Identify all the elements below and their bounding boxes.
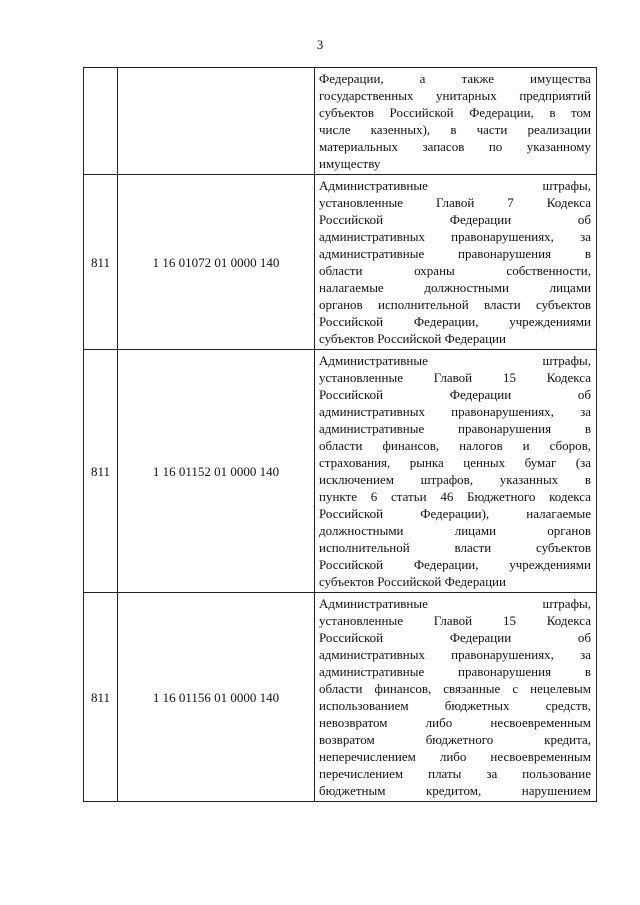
description-line: Российской Федерации об bbox=[319, 630, 591, 645]
description-line: области финансов, налогов и сборов, bbox=[319, 438, 591, 453]
description-line: субъектов Российской Федерации bbox=[319, 331, 506, 346]
table-row bbox=[84, 175, 597, 350]
description-line: пункте 6 статьи 46 Бюджетного кодекса bbox=[319, 489, 591, 504]
description-line: административных правонарушениях, за bbox=[319, 647, 591, 662]
budget-code-cell bbox=[118, 68, 315, 175]
description-cell bbox=[315, 350, 597, 593]
description-line: неперечислением либо несвоевременным bbox=[319, 749, 591, 764]
description-line: установленные Главой 15 Кодекса bbox=[319, 370, 591, 385]
description-cell bbox=[315, 175, 597, 350]
description-line: установленные Главой 15 Кодекса bbox=[319, 613, 591, 628]
admin-code-cell: 811 bbox=[84, 350, 118, 593]
budget-code-cell: 1 16 01152 01 0000 140 bbox=[118, 350, 315, 593]
admin-code-cell: 811 bbox=[84, 593, 118, 802]
description-cell bbox=[315, 68, 597, 175]
description-line: Российской Федерации об bbox=[319, 387, 591, 402]
description-line: административных правонарушениях, за bbox=[319, 404, 591, 419]
description-line: Российской Федерации), налагаемые bbox=[319, 506, 591, 521]
description-line: Федерации, а также имущества bbox=[319, 71, 591, 86]
page-number: 3 bbox=[316, 37, 324, 52]
description-line: субъектов Российской Федерации bbox=[319, 574, 506, 589]
description-line: Российской Федерации, учреждениями bbox=[319, 314, 591, 329]
description-line: Российской Федерации об bbox=[319, 212, 591, 227]
description-line: бюджетным кредитом, нарушением bbox=[319, 783, 591, 798]
table-row bbox=[84, 350, 597, 593]
description-line: Российской Федерации, учреждениями bbox=[319, 557, 591, 572]
description-line: административных правонарушениях, за bbox=[319, 229, 591, 244]
description-line: должностными лицами органов bbox=[319, 523, 591, 538]
description-line: Административные штрафы, bbox=[319, 178, 591, 193]
description-line: невозвратом либо несвоевременным bbox=[319, 715, 591, 730]
description-line: налагаемые должностными лицами bbox=[319, 280, 591, 295]
admin-code-cell: 811 bbox=[84, 175, 118, 350]
budget-classification-table bbox=[83, 67, 597, 802]
description-line: административные правонарушения в bbox=[319, 421, 591, 436]
description-line: Административные штрафы, bbox=[319, 353, 591, 368]
description-line: исполнительной власти субъектов bbox=[319, 540, 591, 555]
admin-code-cell bbox=[84, 68, 118, 175]
description-line: области охраны собственности, bbox=[319, 263, 591, 278]
description-line: исключением штрафов, указанных в bbox=[319, 472, 591, 487]
description-line: органов исполнительной власти субъектов bbox=[319, 297, 591, 312]
description-line: административные правонарушения в bbox=[319, 246, 591, 261]
description-line: использованием бюджетных средств, bbox=[319, 698, 591, 713]
description-line: числе казенных), в части реализации bbox=[319, 122, 591, 137]
description-line: страхования, рынка ценных бумаг (за bbox=[319, 455, 591, 470]
budget-code-cell: 1 16 01156 01 0000 140 bbox=[118, 593, 315, 802]
description-line: административные правонарушения в bbox=[319, 664, 591, 679]
description-line: перечислением платы за пользование bbox=[319, 766, 591, 781]
description-line: имуществу bbox=[319, 156, 381, 171]
description-line: области финансов, связанные с нецелевым bbox=[319, 681, 591, 696]
description-line: Административные штрафы, bbox=[319, 596, 591, 611]
description-line: материальных запасов по указанному bbox=[319, 139, 591, 154]
budget-code-cell: 1 16 01072 01 0000 140 bbox=[118, 175, 315, 350]
description-line: установленные Главой 7 Кодекса bbox=[319, 195, 591, 210]
table-row bbox=[84, 593, 597, 802]
description-line: субъектов Российской Федерации, в том bbox=[319, 105, 591, 120]
description-line: государственных унитарных предприятий bbox=[319, 88, 591, 103]
description-line: возвратом бюджетного кредита, bbox=[319, 732, 591, 747]
description-cell bbox=[315, 593, 597, 802]
table-row bbox=[84, 68, 597, 175]
